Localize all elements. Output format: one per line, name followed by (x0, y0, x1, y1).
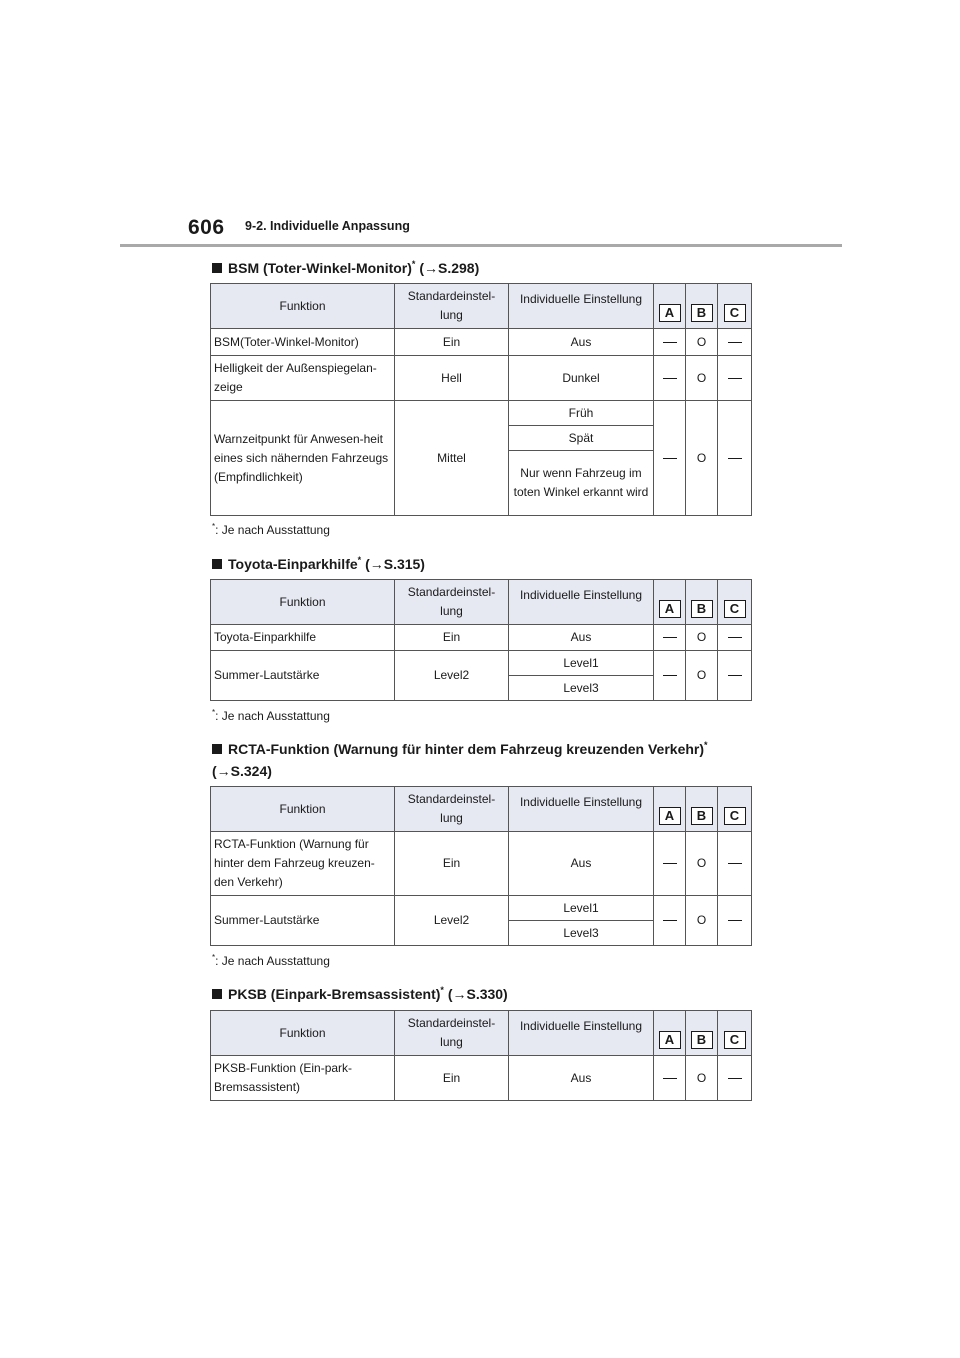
cell-a (654, 896, 686, 946)
column-header-funktion: Funktion (211, 787, 395, 832)
cell-c (718, 401, 752, 516)
footnote (212, 523, 330, 537)
cell-individuelle: Level1 (509, 651, 654, 676)
page-reference-link[interactable]: (→S.324) (212, 763, 272, 779)
column-header-b (686, 1011, 718, 1056)
cell-individuelle: Dunkel (509, 356, 654, 401)
cell-standard: Hell (395, 356, 509, 401)
table-row (211, 329, 752, 356)
cell-individuelle: Level1 (509, 896, 654, 921)
column-header-a (654, 580, 686, 625)
cell-funktion: Toyota-Einparkhilfe (211, 625, 395, 651)
dash-mark (728, 637, 742, 638)
cell-funktion: Helligkeit der Außenspiegelan-zeige (211, 356, 395, 401)
letter-box-b: B (691, 807, 713, 825)
cell-b: O (686, 401, 718, 516)
cell-c (718, 896, 752, 946)
dash-mark (728, 863, 742, 864)
table-bsm (210, 283, 752, 516)
cell-b: O (686, 1056, 718, 1101)
cell-c (718, 625, 752, 651)
table-row (211, 1056, 752, 1101)
table-row (211, 832, 752, 896)
cell-individuelle: Spät (509, 426, 654, 451)
column-header-individuelle: Individuelle Einstellung (509, 580, 654, 625)
cell-c (718, 832, 752, 896)
cell-individuelle: Level3 (509, 921, 654, 946)
cell-funktion: Summer-Lautstärke (211, 896, 395, 946)
footnote-text: : Je nach Ausstattung (215, 954, 330, 968)
column-header-c (718, 284, 752, 329)
square-bullet-icon (212, 744, 222, 754)
dash-mark (663, 342, 677, 343)
letter-box-b: B (691, 304, 713, 322)
section-title: PKSB (Einpark-Bremsassistent) (228, 986, 441, 1002)
dash-mark (663, 1078, 677, 1079)
cell-c (718, 329, 752, 356)
cell-funktion: Summer-Lautstärke (211, 651, 395, 701)
section-heading-rcta (212, 738, 752, 782)
page-reference-link[interactable]: (→S.298) (419, 260, 480, 276)
cell-standard: Ein (395, 625, 509, 651)
column-header-individuelle: Individuelle Einstellung (509, 1011, 654, 1056)
footnote-star: * (212, 522, 216, 531)
table-row (211, 625, 752, 651)
cell-b: O (686, 832, 718, 896)
chapter-title: 9-2. Individuelle Anpassung (245, 219, 410, 233)
letter-box-b: B (691, 600, 713, 618)
column-header-funktion: Funktion (211, 1011, 395, 1056)
column-header-c (718, 787, 752, 832)
dash-mark (728, 675, 742, 676)
cell-a (654, 651, 686, 701)
column-header-a (654, 1011, 686, 1056)
cell-a (654, 401, 686, 516)
dash-mark (728, 378, 742, 379)
table-row (211, 401, 752, 426)
dash-mark (663, 920, 677, 921)
column-header-standard: Standardeinstel-lung (395, 580, 509, 625)
section-title: BSM (Toter-Winkel-Monitor) (228, 260, 412, 276)
cell-standard: Mittel (395, 401, 509, 516)
section-heading-bsm (212, 257, 479, 279)
footnote-star: * (357, 555, 362, 565)
letter-box-a: A (659, 1031, 681, 1049)
dash-mark (728, 920, 742, 921)
column-header-c (718, 580, 752, 625)
cell-individuelle: Früh (509, 401, 654, 426)
footnote-star: * (440, 985, 444, 995)
letter-box-c: C (724, 304, 746, 322)
cell-individuelle: Aus (509, 329, 654, 356)
table-pksb (210, 1010, 752, 1101)
table-row (211, 356, 752, 401)
column-header-standard: Standardeinstel-lung (395, 1011, 509, 1056)
cell-standard: Ein (395, 1056, 509, 1101)
cell-standard: Ein (395, 832, 509, 896)
cell-b: O (686, 625, 718, 651)
cell-individuelle: Level3 (509, 676, 654, 701)
cell-c (718, 356, 752, 401)
cell-c (718, 1056, 752, 1101)
letter-box-c: C (724, 807, 746, 825)
column-header-b (686, 284, 718, 329)
column-header-individuelle: Individuelle Einstellung (509, 787, 654, 832)
column-header-funktion: Funktion (211, 580, 395, 625)
letter-box-c: C (724, 1031, 746, 1049)
cell-a (654, 329, 686, 356)
dash-mark (728, 342, 742, 343)
square-bullet-icon (212, 263, 222, 273)
letter-box-a: A (659, 807, 681, 825)
dash-mark (663, 458, 677, 459)
footnote-text: : Je nach Ausstattung (215, 709, 330, 723)
cell-c (718, 651, 752, 701)
table-rcta (210, 786, 752, 946)
column-header-b (686, 787, 718, 832)
cell-funktion: Warnzeitpunkt für Anwesen-heit eines sich nähernden Fahrzeugs (Empfindlichkeit) (211, 401, 395, 516)
column-header-b (686, 580, 718, 625)
footnote (212, 709, 330, 723)
section-heading-parkhilfe (212, 553, 425, 575)
square-bullet-icon (212, 559, 222, 569)
column-header-individuelle: Individuelle Einstellung (509, 284, 654, 329)
table-row (211, 651, 752, 676)
cell-individuelle: Aus (509, 1056, 654, 1101)
page-reference-link[interactable]: (→S.315) (365, 556, 425, 572)
cell-funktion: BSM(Toter-Winkel-Monitor) (211, 329, 395, 356)
cell-a (654, 625, 686, 651)
footnote-star: * (411, 259, 416, 269)
section-title: Toyota-Einparkhilfe (228, 556, 358, 572)
cell-individuelle: Nur wenn Fahrzeug im toten Winkel erkannt wird (509, 451, 654, 516)
footnote-star: * (212, 708, 216, 717)
section-heading-pksb (212, 983, 508, 1005)
column-header-standard: Standardeinstel-lung (395, 284, 509, 329)
table-parkhilfe (210, 579, 752, 701)
column-header-standard: Standardeinstel-lung (395, 787, 509, 832)
footnote-star: * (212, 953, 216, 962)
dash-mark (663, 637, 677, 638)
cell-funktion: RCTA-Funktion (Warnung für hinter dem Fahrzeug kreuzen-den Verkehr) (211, 832, 395, 896)
dash-mark (663, 863, 677, 864)
cell-individuelle: Aus (509, 832, 654, 896)
footnote (212, 954, 330, 968)
section-title: RCTA-Funktion (Warnung für hinter dem Fahrzeug kreuzenden Verkehr) (228, 741, 705, 757)
letter-box-c: C (724, 600, 746, 618)
header-divider (120, 244, 842, 247)
letter-box-a: A (659, 304, 681, 322)
column-header-a (654, 284, 686, 329)
footnote-star: * (704, 740, 708, 750)
cell-a (654, 356, 686, 401)
page-number: 606 (188, 216, 225, 239)
cell-b: O (686, 356, 718, 401)
page-reference-link[interactable]: (→S.330) (447, 986, 508, 1002)
letter-box-a: A (659, 600, 681, 618)
dash-mark (663, 378, 677, 379)
cell-standard: Level2 (395, 651, 509, 701)
cell-b: O (686, 896, 718, 946)
cell-standard: Ein (395, 329, 509, 356)
table-row (211, 896, 752, 921)
column-header-c (718, 1011, 752, 1056)
dash-mark (663, 675, 677, 676)
cell-funktion: PKSB-Funktion (Ein-park-Bremsassistent) (211, 1056, 395, 1101)
cell-a (654, 832, 686, 896)
letter-box-b: B (691, 1031, 713, 1049)
column-header-funktion: Funktion (211, 284, 395, 329)
cell-a (654, 1056, 686, 1101)
cell-b: O (686, 651, 718, 701)
cell-b: O (686, 329, 718, 356)
footnote-text: : Je nach Ausstattung (215, 523, 330, 537)
cell-standard: Level2 (395, 896, 509, 946)
square-bullet-icon (212, 989, 222, 999)
cell-individuelle: Aus (509, 625, 654, 651)
dash-mark (728, 458, 742, 459)
column-header-a (654, 787, 686, 832)
dash-mark (728, 1078, 742, 1079)
